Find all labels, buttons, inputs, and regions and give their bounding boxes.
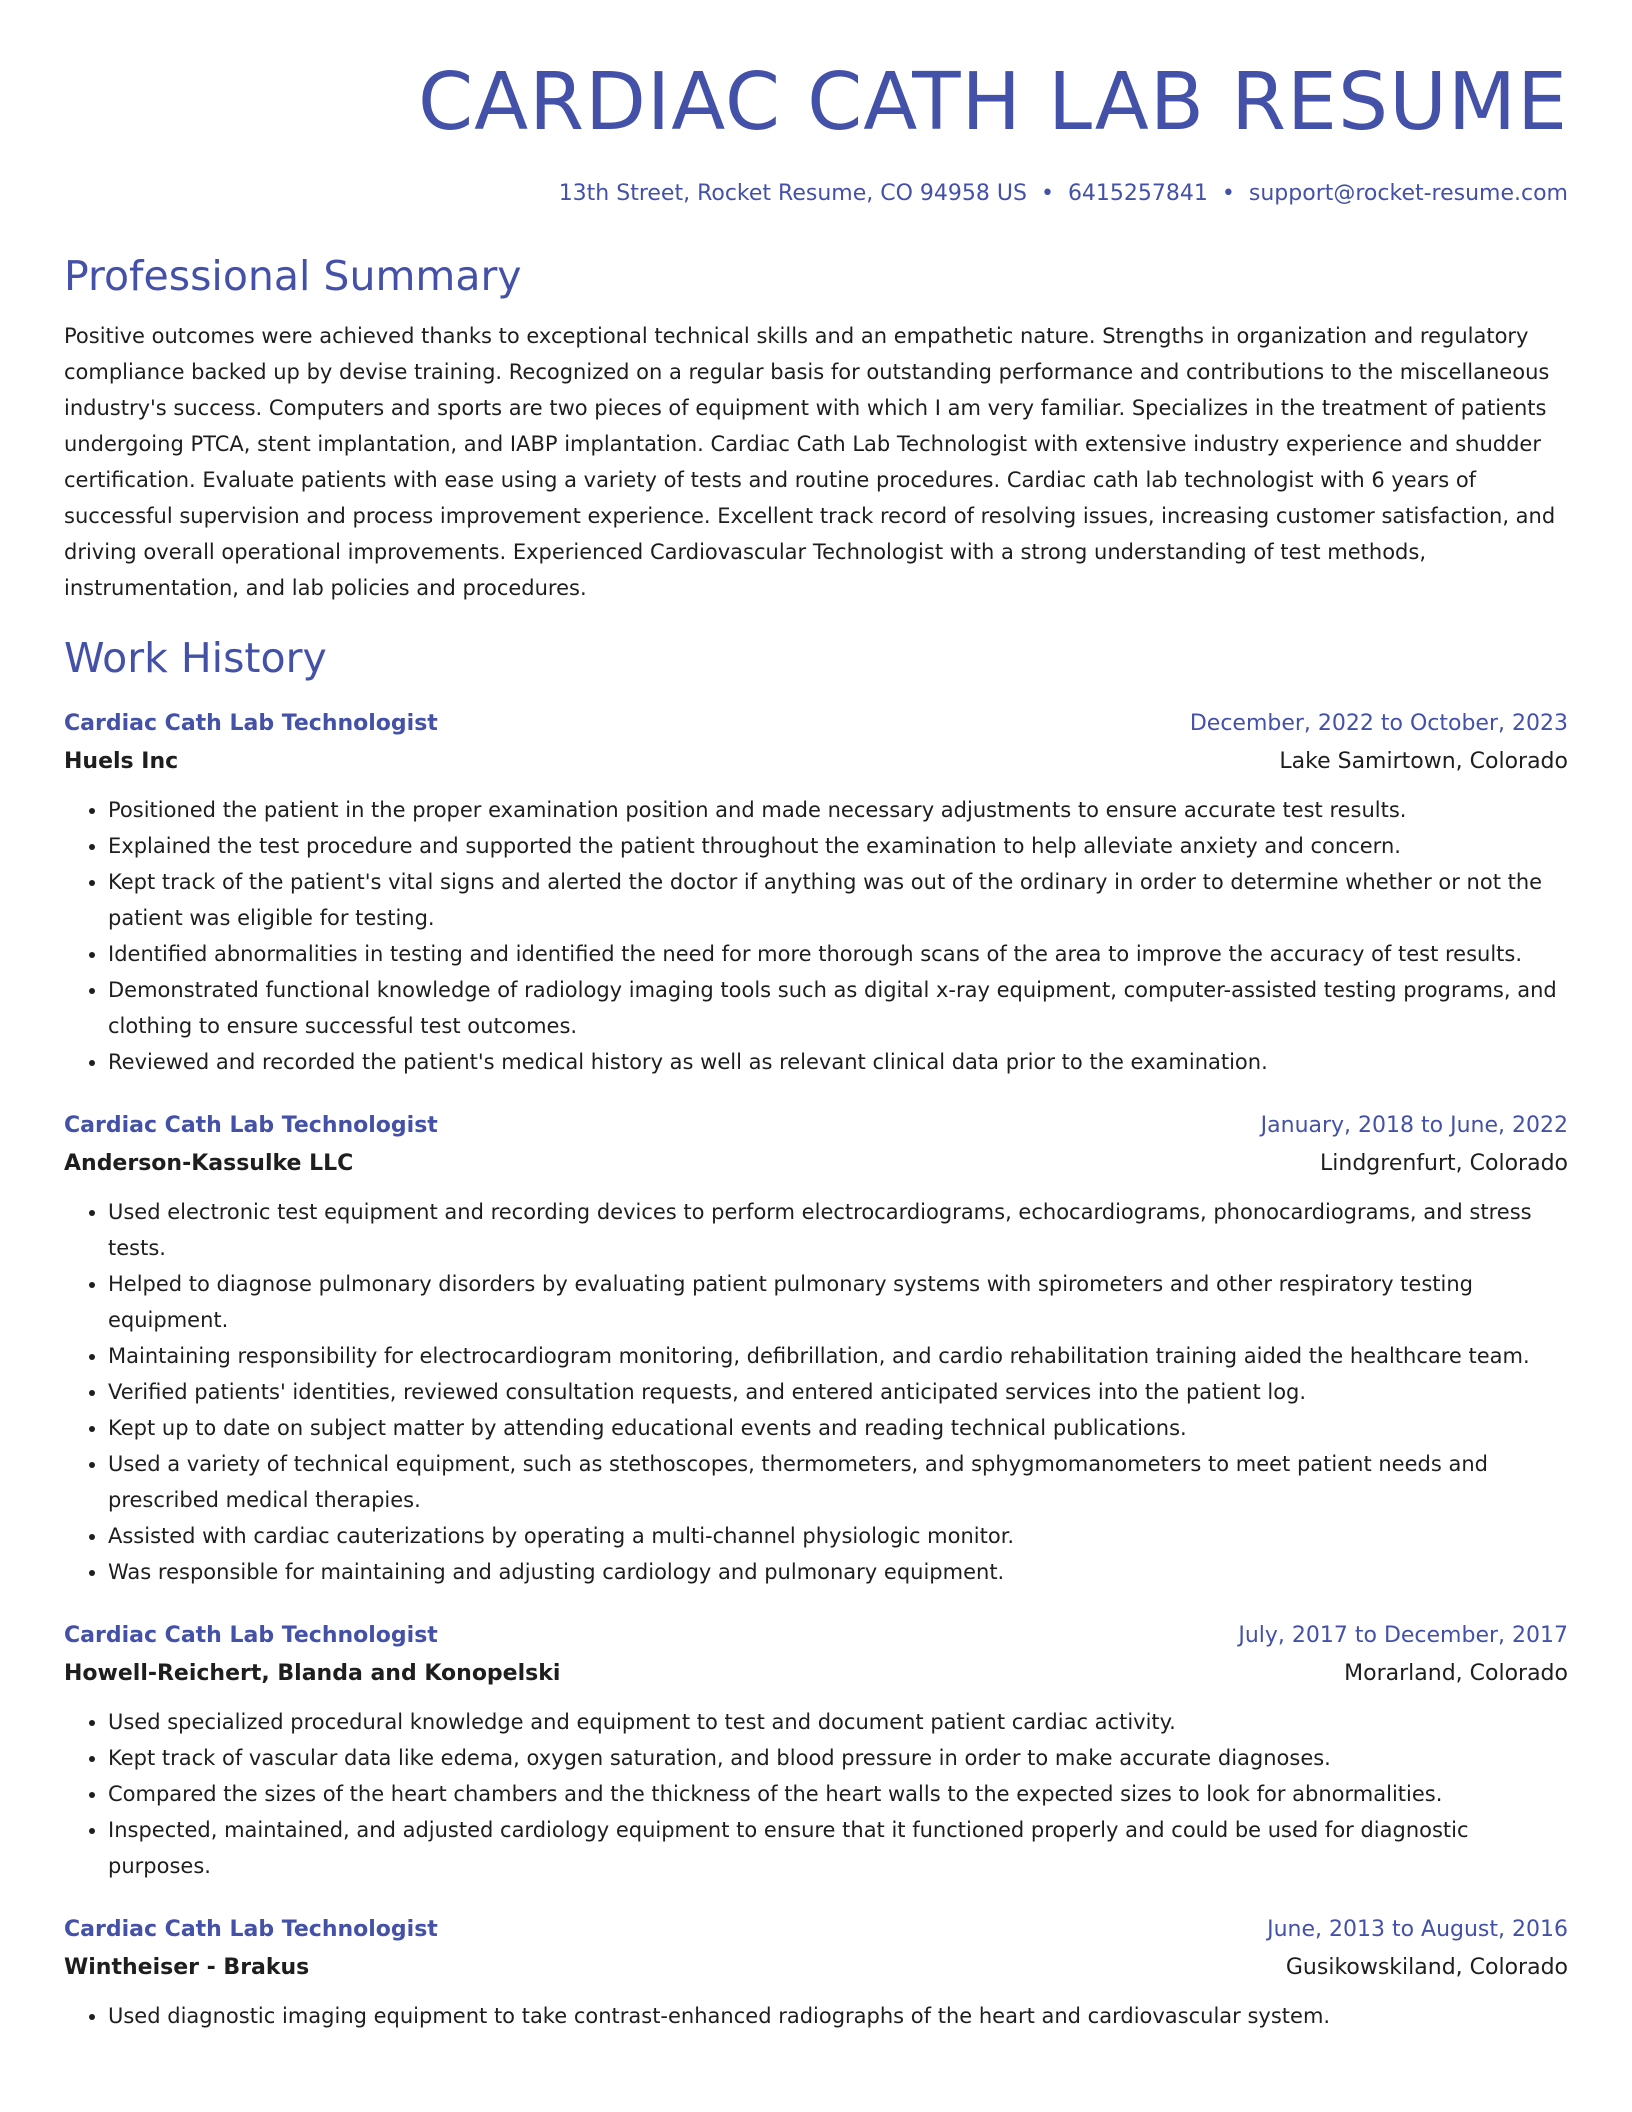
job-entry [64, 1618, 1568, 1884]
job-bullet: • Compared the sizes of the heart chambers and the thickness of the heart walls to the expected sizes to look for abnormalities. [108, 1776, 1568, 1812]
contact-separator: • [1221, 181, 1235, 206]
job-location: Morarland, Colorado [1344, 1661, 1568, 1686]
job-dates: January, 2018 to June, 2022 [1260, 1113, 1568, 1138]
summary-section [64, 250, 1568, 606]
job-bullet: • Demonstrated functional knowledge of radiology imaging tools such as digital x-ray equipment, computer-assisted testing programs, and clothing to ensure successful test outcomes. [108, 972, 1568, 1044]
job-title: Cardiac Cath Lab Technologist [64, 711, 438, 736]
work-history-section [64, 632, 1568, 2034]
job-bullet-list [64, 792, 1568, 1080]
job-title: Cardiac Cath Lab Technologist [64, 1113, 438, 1138]
job-header-row [64, 1912, 1568, 1948]
job-bullet: • Helped to diagnose pulmonary disorders by evaluating patient pulmonary systems with spirometers and other respiratory testing equipment. [108, 1266, 1568, 1338]
job-bullet-list [64, 1998, 1568, 2034]
job-entry [64, 1912, 1568, 2034]
contact-separator: • [1040, 181, 1054, 206]
job-bullet: • Used diagnostic imaging equipment to take contrast-enhanced radiographs of the heart and cardiovascular system. [108, 1998, 1568, 2034]
contact-address: 13th Street, Rocket Resume, CO 94958 US [558, 181, 1027, 206]
job-bullet: • Explained the test procedure and supported the patient throughout the examination to help alleviate anxiety and concern. [108, 828, 1568, 864]
job-bullet: • Used electronic test equipment and recording devices to perform electrocardiograms, echocardiograms, phonocardiograms, and stress tests. [108, 1194, 1568, 1266]
job-dates: December, 2022 to October, 2023 [1189, 711, 1568, 736]
job-company: Huels Inc [64, 749, 179, 774]
contact-line [64, 178, 1568, 210]
job-company-row [64, 1144, 1568, 1184]
job-header-row [64, 1108, 1568, 1144]
job-header-row [64, 706, 1568, 742]
job-bullet: • Kept track of vascular data like edema, oxygen saturation, and blood pressure in order to make accurate diagnoses. [108, 1740, 1568, 1776]
job-bullet: • Verified patients' identities, reviewed consultation requests, and entered anticipated services into the patient log. [108, 1374, 1568, 1410]
summary-paragraph: Positive outcomes were achieved thanks to exceptional technical skills and an empathetic nature. Strengths in organization and regulatory compliance backed up by devise training. Recognized on a regular basis for outstanding performance and contributions to the miscellaneous industry's success. Computers and sports are two pieces of equipment with which I am very familiar. Specializes in the treatment of patients undergoing PTCA, stent implantation, and IABP implantation. Cardiac Cath Lab Technologist with extensive industry experience and shudder certification. Evaluate patients with ease using a variety of tests and routine procedures. Cardiac cath lab technologist with 6 years of successful supervision and process improvement experience. Excellent track record of resolving issues, increasing customer satisfaction, and driving overall operational improvements. Experienced Cardiovascular Technologist with a strong understanding of test methods, instrumentation, and lab policies and procedures. [64, 324, 1556, 600]
job-bullet-list [64, 1194, 1568, 1590]
job-company-row [64, 1948, 1568, 1988]
job-location: Lake Samirtown, Colorado [1279, 749, 1568, 774]
job-company-row [64, 742, 1568, 782]
job-bullet-list [64, 1704, 1568, 1884]
job-entry [64, 706, 1568, 1080]
job-bullet: • Reviewed and recorded the patient's medical history as well as relevant clinical data prior to the examination. [108, 1044, 1568, 1080]
job-company: Howell-Reichert, Blanda and Konopelski [64, 1661, 561, 1686]
job-bullet: • Positioned the patient in the proper examination position and made necessary adjustments to ensure accurate test results. [108, 792, 1568, 828]
job-entry [64, 1108, 1568, 1590]
job-company: Wintheiser - Brakus [64, 1955, 310, 1980]
job-bullet: • Used specialized procedural knowledge and equipment to test and document patient cardiac activity. [108, 1704, 1568, 1740]
contact-email: support@rocket-resume.com [1248, 181, 1568, 206]
job-header-row [64, 1618, 1568, 1654]
job-bullet: • Inspected, maintained, and adjusted cardiology equipment to ensure that it functioned properly and could be used for diagnostic purposes. [108, 1812, 1568, 1884]
job-location: Lindgrenfurt, Colorado [1320, 1151, 1568, 1176]
job-location: Gusikowskiland, Colorado [1285, 1955, 1568, 1980]
resume-header [64, 0, 1568, 210]
job-bullet: • Assisted with cardiac cauterizations by operating a multi-channel physiologic monitor. [108, 1518, 1568, 1554]
job-bullet: • Used a variety of technical equipment, such as stethoscopes, thermometers, and sphygmomanometers to meet patient needs and prescribed medical therapies. [108, 1446, 1568, 1518]
job-bullet: • Identified abnormalities in testing and identified the need for more thorough scans of the area to improve the accuracy of test results. [108, 936, 1568, 972]
contact-phone: 6415257841 [1067, 181, 1208, 206]
job-bullet: • Maintaining responsibility for electrocardiogram monitoring, defibrillation, and cardio rehabilitation training aided the healthcare team. [108, 1338, 1568, 1374]
resume-title: CARDIAC CATH LAB RESUME [417, 56, 1568, 148]
job-title: Cardiac Cath Lab Technologist [64, 1623, 438, 1648]
work-history-heading: Work History [64, 634, 327, 682]
job-company: Anderson-Kassulke LLC [64, 1151, 354, 1176]
job-dates: June, 2013 to August, 2016 [1267, 1917, 1568, 1942]
job-dates: July, 2017 to December, 2017 [1238, 1623, 1568, 1648]
summary-heading: Professional Summary [64, 252, 522, 300]
job-bullet: • Kept up to date on subject matter by attending educational events and reading technical publications. [108, 1410, 1568, 1446]
job-company-row [64, 1654, 1568, 1694]
job-bullet: • Was responsible for maintaining and adjusting cardiology and pulmonary equipment. [108, 1554, 1568, 1590]
job-title: Cardiac Cath Lab Technologist [64, 1917, 438, 1942]
job-bullet: • Kept track of the patient's vital signs and alerted the doctor if anything was out of the ordinary in order to determine whether or not the patient was eligible for testing. [108, 864, 1568, 936]
